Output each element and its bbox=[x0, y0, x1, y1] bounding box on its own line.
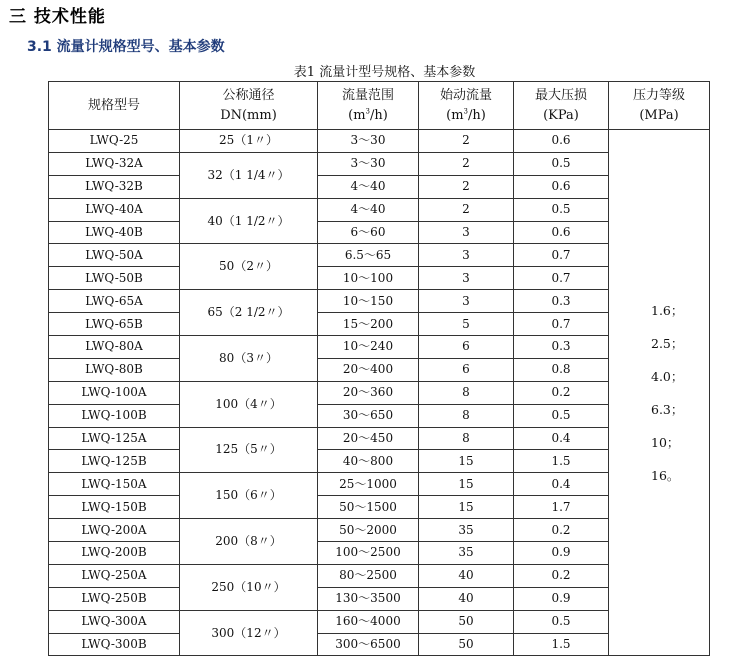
cell-model: LWQ-100B bbox=[49, 404, 180, 427]
pressure-level: 16。 bbox=[651, 467, 680, 483]
cell-pressure-loss: 0.3 bbox=[514, 336, 609, 359]
cell-model: LWQ-200B bbox=[49, 542, 180, 565]
header-pressure-line1: 压力等级 bbox=[632, 87, 685, 103]
cell-pressure-rating bbox=[609, 130, 710, 656]
header-start-unit-post: /h) bbox=[468, 107, 486, 123]
cell-model: LWQ-50A bbox=[49, 244, 180, 267]
cell-model: LWQ-300A bbox=[49, 610, 180, 633]
cell-flow-range: 25～1000 bbox=[318, 473, 419, 496]
cell-start-flow: 2 bbox=[419, 175, 514, 198]
cell-pressure-loss: 1.5 bbox=[514, 450, 609, 473]
header-loss-line2: (KPa) bbox=[543, 107, 579, 123]
cell-start-flow: 50 bbox=[419, 633, 514, 656]
cell-pressure-loss: 0.7 bbox=[514, 267, 609, 290]
table-row bbox=[49, 130, 710, 153]
cell-pressure-loss: 0.2 bbox=[514, 519, 609, 542]
header-start-flow bbox=[419, 82, 514, 130]
cell-flow-range: 4～40 bbox=[318, 198, 419, 221]
pressure-level: 10； bbox=[651, 434, 680, 450]
section-title: 三 技术性能 bbox=[9, 7, 106, 27]
cell-pressure-loss: 1.5 bbox=[514, 633, 609, 656]
cell-model: LWQ-25 bbox=[49, 130, 180, 153]
table-caption: 表1 流量计型号规格、基本参数 bbox=[293, 65, 476, 80]
cell-start-flow: 3 bbox=[419, 267, 514, 290]
cell-start-flow: 40 bbox=[419, 587, 514, 610]
cell-model: LWQ-100A bbox=[49, 381, 180, 404]
cell-flow-range: 80～2500 bbox=[318, 564, 419, 587]
header-flow-line1: 流量范围 bbox=[341, 87, 394, 103]
cell-pressure-loss: 0.5 bbox=[514, 404, 609, 427]
cell-start-flow: 3 bbox=[419, 244, 514, 267]
cell-flow-range: 100～2500 bbox=[318, 542, 419, 565]
cell-dn: 125（5〃） bbox=[180, 427, 318, 473]
cell-start-flow: 8 bbox=[419, 381, 514, 404]
cell-dn: 80（3〃） bbox=[180, 336, 318, 382]
header-pressure-line2: (MPa) bbox=[639, 107, 679, 123]
header-dn bbox=[180, 82, 318, 130]
cell-pressure-loss: 0.2 bbox=[514, 564, 609, 587]
cell-model: LWQ-125A bbox=[49, 427, 180, 450]
cell-flow-range: 50～2000 bbox=[318, 519, 419, 542]
cell-pressure-loss: 1.7 bbox=[514, 496, 609, 519]
cell-model: LWQ-80B bbox=[49, 358, 180, 381]
cell-pressure-loss: 0.7 bbox=[514, 313, 609, 336]
cell-dn: 150（6〃） bbox=[180, 473, 318, 519]
cell-pressure-loss: 0.5 bbox=[514, 152, 609, 175]
cell-dn: 32（1 1/4〃） bbox=[180, 152, 318, 198]
cell-flow-range: 300～6500 bbox=[318, 633, 419, 656]
cell-flow-range: 10～150 bbox=[318, 290, 419, 313]
cell-model: LWQ-65A bbox=[49, 290, 180, 313]
cell-flow-range: 6.5～65 bbox=[318, 244, 419, 267]
cell-start-flow: 15 bbox=[419, 450, 514, 473]
cell-start-flow: 6 bbox=[419, 358, 514, 381]
subsection-title: 3.1 流量计规格型号、基本参数 bbox=[27, 39, 225, 55]
cell-model: LWQ-40A bbox=[49, 198, 180, 221]
cell-flow-range: 10～240 bbox=[318, 336, 419, 359]
table-body bbox=[49, 130, 710, 656]
cell-start-flow: 2 bbox=[419, 130, 514, 153]
cell-flow-range: 30～650 bbox=[318, 404, 419, 427]
cell-flow-range: 3～30 bbox=[318, 130, 419, 153]
cell-pressure-loss: 0.6 bbox=[514, 175, 609, 198]
cell-flow-range: 20～400 bbox=[318, 358, 419, 381]
cell-pressure-loss: 0.6 bbox=[514, 221, 609, 244]
cell-model: LWQ-200A bbox=[49, 519, 180, 542]
pressure-level: 1.6； bbox=[651, 302, 684, 318]
cell-dn: 50（2〃） bbox=[180, 244, 318, 290]
header-loss-line1: 最大压损 bbox=[534, 87, 587, 103]
cell-pressure-loss: 0.5 bbox=[514, 198, 609, 221]
cell-start-flow: 15 bbox=[419, 496, 514, 519]
cell-pressure-loss: 0.2 bbox=[514, 381, 609, 404]
cell-start-flow: 8 bbox=[419, 404, 514, 427]
cell-start-flow: 40 bbox=[419, 564, 514, 587]
cell-model: LWQ-250B bbox=[49, 587, 180, 610]
cell-start-flow: 2 bbox=[419, 152, 514, 175]
cell-pressure-loss: 0.6 bbox=[514, 130, 609, 153]
cell-flow-range: 130～3500 bbox=[318, 587, 419, 610]
cell-start-flow: 3 bbox=[419, 290, 514, 313]
cell-flow-range: 6～60 bbox=[318, 221, 419, 244]
cell-pressure-loss: 0.4 bbox=[514, 427, 609, 450]
header-flow-range bbox=[318, 82, 419, 130]
cell-flow-range: 15～200 bbox=[318, 313, 419, 336]
cell-model: LWQ-32A bbox=[49, 152, 180, 175]
header-dn-line1: 公称通径 bbox=[222, 87, 275, 103]
cell-model: LWQ-50B bbox=[49, 267, 180, 290]
cell-start-flow: 8 bbox=[419, 427, 514, 450]
cell-dn: 40（1 1/2〃） bbox=[180, 198, 318, 244]
cell-start-flow: 2 bbox=[419, 198, 514, 221]
header-flow-unit-sup: 3 bbox=[365, 107, 371, 116]
cell-flow-range: 10～100 bbox=[318, 267, 419, 290]
cell-start-flow: 50 bbox=[419, 610, 514, 633]
cell-start-flow: 6 bbox=[419, 336, 514, 359]
cell-dn: 25（1〃） bbox=[180, 130, 318, 153]
cell-flow-range: 40～800 bbox=[318, 450, 419, 473]
cell-model: LWQ-250A bbox=[49, 564, 180, 587]
cell-start-flow: 35 bbox=[419, 542, 514, 565]
cell-flow-range: 160～4000 bbox=[318, 610, 419, 633]
cell-model: LWQ-150B bbox=[49, 496, 180, 519]
cell-start-flow: 5 bbox=[419, 313, 514, 336]
cell-model: LWQ-150A bbox=[49, 473, 180, 496]
cell-flow-range: 50～1500 bbox=[318, 496, 419, 519]
header-model-label: 规格型号 bbox=[87, 97, 140, 113]
header-start-line1: 始动流量 bbox=[439, 87, 492, 103]
cell-pressure-loss: 0.9 bbox=[514, 542, 609, 565]
cell-flow-range: 3～30 bbox=[318, 152, 419, 175]
cell-dn: 65（2 1/2〃） bbox=[180, 290, 318, 336]
cell-start-flow: 3 bbox=[419, 221, 514, 244]
cell-start-flow: 35 bbox=[419, 519, 514, 542]
cell-model: LWQ-65B bbox=[49, 313, 180, 336]
cell-model: LWQ-300B bbox=[49, 633, 180, 656]
pressure-level: 2.5； bbox=[651, 335, 684, 351]
header-start-unit-sup: 3 bbox=[463, 107, 469, 116]
pressure-level: 6.3； bbox=[651, 401, 684, 417]
cell-pressure-loss: 0.3 bbox=[514, 290, 609, 313]
header-model bbox=[49, 82, 180, 130]
spec-table bbox=[48, 81, 710, 656]
pressure-level: 4.0； bbox=[651, 368, 684, 384]
cell-model: LWQ-32B bbox=[49, 175, 180, 198]
cell-pressure-loss: 0.5 bbox=[514, 610, 609, 633]
cell-dn: 300（12〃） bbox=[180, 610, 318, 656]
cell-pressure-loss: 0.7 bbox=[514, 244, 609, 267]
cell-dn: 100（4〃） bbox=[180, 381, 318, 427]
header-pressure-loss bbox=[514, 82, 609, 130]
cell-dn: 250（10〃） bbox=[180, 564, 318, 610]
cell-pressure-loss: 0.4 bbox=[514, 473, 609, 496]
table-header-row bbox=[49, 82, 710, 130]
cell-start-flow: 15 bbox=[419, 473, 514, 496]
header-flow-unit-post: /h) bbox=[370, 107, 388, 123]
header-dn-line2: DN(mm) bbox=[220, 107, 277, 123]
cell-dn: 200（8〃） bbox=[180, 519, 318, 565]
cell-flow-range: 4～40 bbox=[318, 175, 419, 198]
header-flow-unit-pre: (m bbox=[348, 107, 366, 123]
cell-pressure-loss: 0.8 bbox=[514, 358, 609, 381]
cell-flow-range: 20～360 bbox=[318, 381, 419, 404]
cell-model: LWQ-125B bbox=[49, 450, 180, 473]
header-pressure-rating bbox=[609, 82, 710, 130]
cell-model: LWQ-80A bbox=[49, 336, 180, 359]
cell-flow-range: 20～450 bbox=[318, 427, 419, 450]
cell-model: LWQ-40B bbox=[49, 221, 180, 244]
cell-pressure-loss: 0.9 bbox=[514, 587, 609, 610]
header-start-unit-pre: (m bbox=[446, 107, 464, 123]
